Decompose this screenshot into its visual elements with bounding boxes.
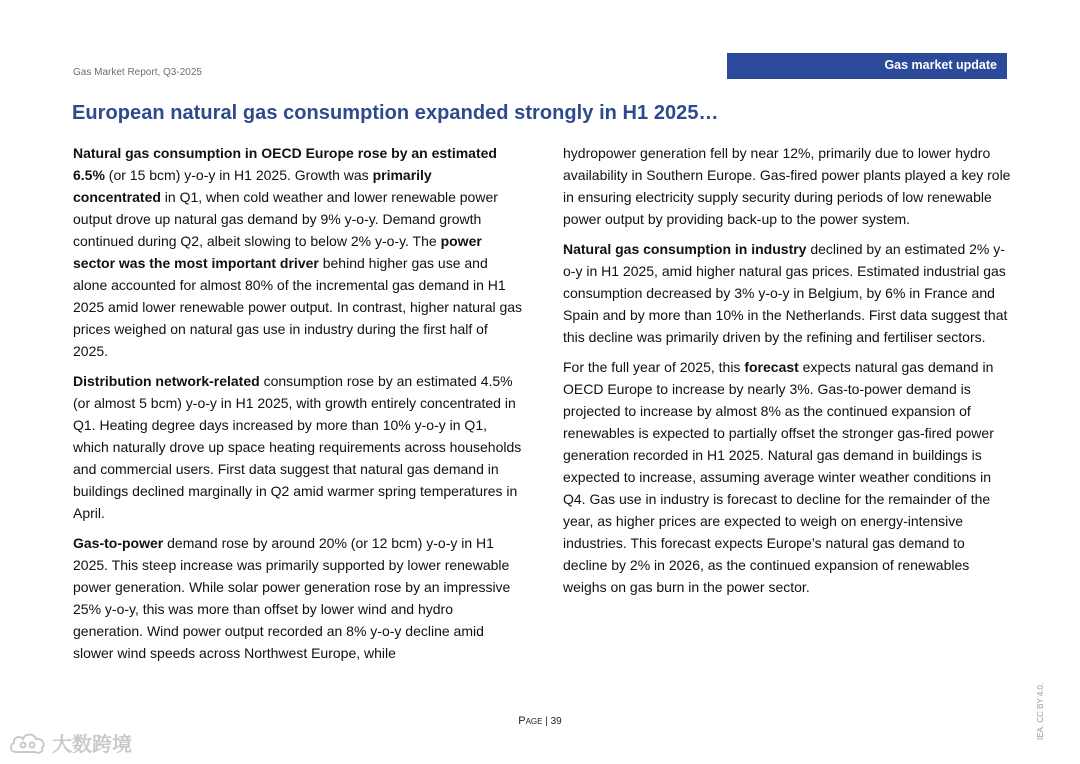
page-number: 39	[550, 716, 562, 727]
bold-phrase: Natural gas consumption in industry	[563, 241, 807, 257]
paragraph-hydropower	[563, 142, 1011, 230]
paragraph-industry	[563, 238, 1011, 348]
section-tab: Gas market update	[727, 53, 1007, 79]
paragraph-consumption	[73, 142, 523, 362]
left-column	[73, 142, 523, 672]
text-run: expects natural gas demand in OECD Europe to increase by nearly 3%. Gas-to-power demand is projected to increase by almost 8% as the continued expansion of renewables is expected to partially offset the stronger gas-fired power generation recorded in H1 2025. Natural gas demand in buildings is expected to increase, assuming average winter weather conditions in Q4. Gas use in industry is forecast to decline for the remainder of the year, as higher prices are expected to weigh on energy-intensive industries. This forecast expects Europe’s natural gas demand to decline by 2% in 2026, as the continued expansion of renewables weighs on gas burn in the power sector.	[563, 359, 994, 595]
text-run: For the full year of 2025, this	[563, 359, 745, 375]
paragraph-gas-to-power	[73, 532, 523, 664]
text-run: in Q1, when cold weather and lower renewable power output drove up natural gas demand by 9% y-o-y. Demand growth continued during Q2, albeit slowing to below 2% y-o-y. The	[73, 189, 498, 249]
report-label: Gas Market Report, Q3-2025	[73, 67, 202, 78]
watermark	[8, 728, 132, 757]
text-run: consumption rose by an estimated 4.5% (or almost 5 bcm) y-o-y in H1 2025, with growth entirely concentrated in Q1. Heating degree days increased by more than 10% y-o-y in Q1, which naturally drove up space heating requirements across households and commercial users. First data suggest that natural gas demand in buildings declined marginally in Q2 amid warmer spring temperatures in April.	[73, 373, 522, 521]
bold-phrase: Natural gas consumption in OECD Europe rose by an estimated 6.5%	[73, 145, 497, 183]
bold-phrase: primarily concentrated	[73, 167, 432, 205]
paragraph-distribution	[73, 370, 523, 524]
bold-phrase: power sector was the most important driver	[73, 233, 482, 271]
page-title: European natural gas consumption expanded strongly in H1 2025…	[72, 102, 719, 124]
bold-phrase: Gas-to-power	[73, 535, 164, 551]
right-column	[563, 142, 1011, 606]
bold-phrase: Distribution network-related	[73, 373, 260, 389]
page-label: Page	[518, 715, 543, 727]
bold-phrase: forecast	[744, 359, 799, 375]
text-run: demand rose by around 20% (or 12 bcm) y-o-y in H1 2025. This steep increase was primarily supported by lower renewable power generation. While solar power generation rose by an impressive 25% y-o-y, this was more than offset by lower wind and hydro generation. Wind power output recorded an 8% y-o-y decline amid slower wind speeds across Northwest Europe, while	[73, 535, 511, 661]
page-separator: |	[542, 716, 551, 727]
text-run: hydropower generation fell by near 12%, primarily due to lower hydro availability in Southern Europe. Gas-fired power plants played a key role in ensuring electricity supply security during periods of low renewable power output by providing back-up to the power system.	[563, 145, 1011, 227]
paragraph-forecast	[563, 356, 1011, 598]
text-run: declined by an estimated 2% y-o-y in H1 2025, amid higher natural gas prices. Estimated industrial gas consumption decreased by 3% y-o-y in Belgium, by 6% in France and Spain and by more than 10% in the Netherlands. First data suggest that this decline was primarily driven by the refining and fertiliser sectors.	[563, 241, 1008, 345]
page-footer	[0, 715, 1080, 727]
watermark-text: 大数跨境	[52, 734, 132, 756]
text-run: (or 15 bcm) y-o-y in H1 2025. Growth was	[104, 167, 373, 183]
text-run: behind higher gas use and alone accounted for almost 80% of the incremental gas demand in H1 2025 amid lower renewable power output. In contrast, higher natural gas prices weighed on natural gas use in industry during the first half of 2025.	[73, 255, 523, 359]
cloud-logo-icon	[8, 730, 48, 756]
license-note: IEA. CC BY 4.0.	[1036, 682, 1045, 740]
